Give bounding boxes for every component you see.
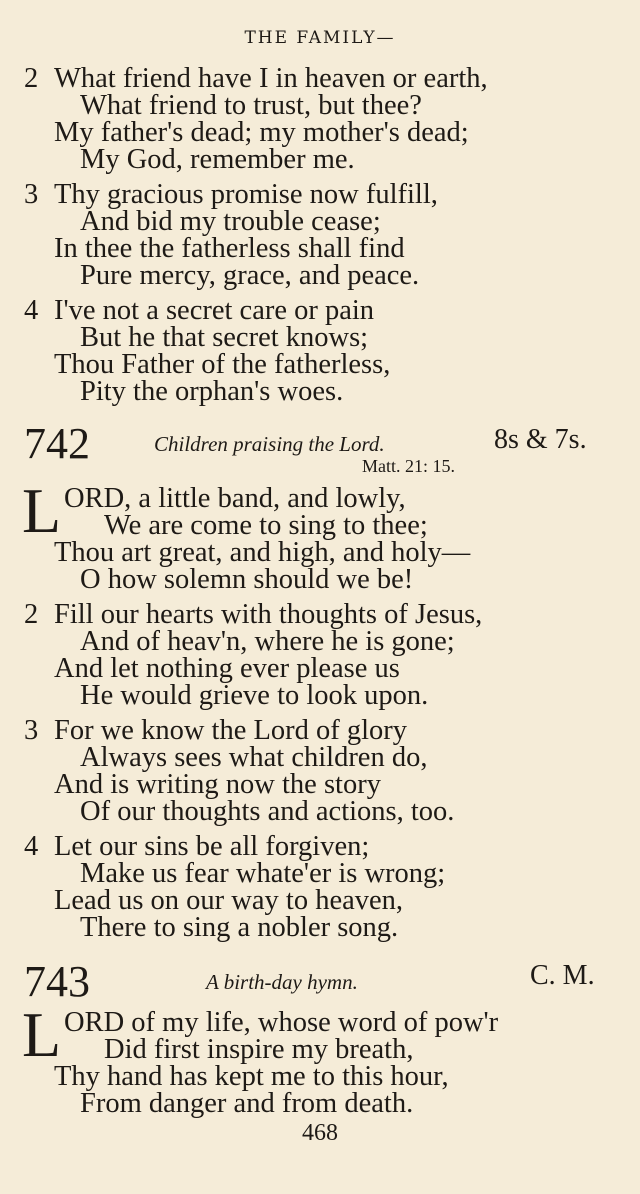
verse-number: 3 — [24, 715, 39, 746]
page-number: 468 — [302, 1120, 338, 1146]
hymn-number: 742 — [24, 419, 90, 468]
verse-number: 4 — [24, 295, 39, 326]
hymn-meter: C. M. — [530, 960, 595, 991]
verse-line: Always sees what children do, — [80, 742, 428, 773]
verse-line: He would grieve to look upon. — [80, 680, 429, 711]
verse-line: And bid my trouble cease; — [80, 206, 381, 237]
verse-line: I've not a secret care or pain — [54, 295, 375, 326]
verse-line: Thy gracious promise now fulfill, — [54, 179, 438, 210]
verse-line: Pure mercy, grace, and peace. — [80, 260, 420, 291]
verse-line: We are come to sing to thee; — [104, 510, 428, 541]
verse-line: My God, remember me. — [80, 144, 355, 175]
verse-line: What friend to trust, but thee? — [80, 90, 422, 121]
hymn-meter: 8s & 7s. — [494, 424, 587, 455]
verse-line: What friend have I in heaven or earth, — [54, 63, 488, 94]
verse-line: Thou Father of the fatherless, — [54, 349, 391, 380]
verse-line: Did first inspire my breath, — [104, 1034, 414, 1065]
verse-line: O how solemn should we be! — [80, 564, 414, 595]
verse-line: Lead us on our way to heaven, — [54, 885, 404, 916]
verse-line: Of our thoughts and actions, too. — [80, 796, 455, 827]
scripture-reference: Matt. 21: 15. — [362, 456, 455, 476]
verse-number: 2 — [24, 599, 39, 630]
verse-line: My father's dead; my mother's dead; — [54, 117, 469, 148]
verse-line: But he that secret knows; — [80, 322, 369, 353]
verse-line: Make us fear whate'er is wrong; — [80, 858, 446, 889]
drop-cap: L — [22, 475, 62, 546]
verse-line: ORD of my life, whose word of pow'r — [64, 1007, 499, 1038]
verse-line: And of heav'n, where he is gone; — [80, 626, 455, 657]
verse-line: And is writing now the story — [54, 769, 381, 800]
drop-cap: L — [22, 999, 62, 1070]
verse-line: In thee the fatherless shall find — [54, 233, 405, 264]
verse-line: Pity the orphan's woes. — [80, 376, 344, 407]
verse-line: Let our sins be all forgiven; — [54, 831, 370, 862]
verse-line: ORD, a little band, and lowly, — [64, 483, 406, 514]
verse-number: 2 — [24, 63, 39, 94]
hymn-title: Children praising the Lord. — [154, 432, 385, 456]
verse-line: From danger and from death. — [80, 1088, 414, 1119]
verse-number: 4 — [24, 831, 39, 862]
verse-line: For we know the Lord of glory — [54, 715, 408, 746]
running-head: THE FAMILY— — [244, 28, 396, 48]
verse-line: Thou art great, and high, and holy— — [54, 537, 471, 568]
hymn-title: A birth-day hymn. — [206, 970, 358, 994]
verse-line: And let nothing ever please us — [54, 653, 400, 684]
verse-line: There to sing a nobler song. — [80, 912, 399, 943]
verse-line: Thy hand has kept me to this hour, — [54, 1061, 449, 1092]
hymn-number: 743 — [24, 957, 90, 1006]
verse-number: 3 — [24, 179, 39, 210]
verse-line: Fill our hearts with thoughts of Jesus, — [54, 599, 483, 630]
